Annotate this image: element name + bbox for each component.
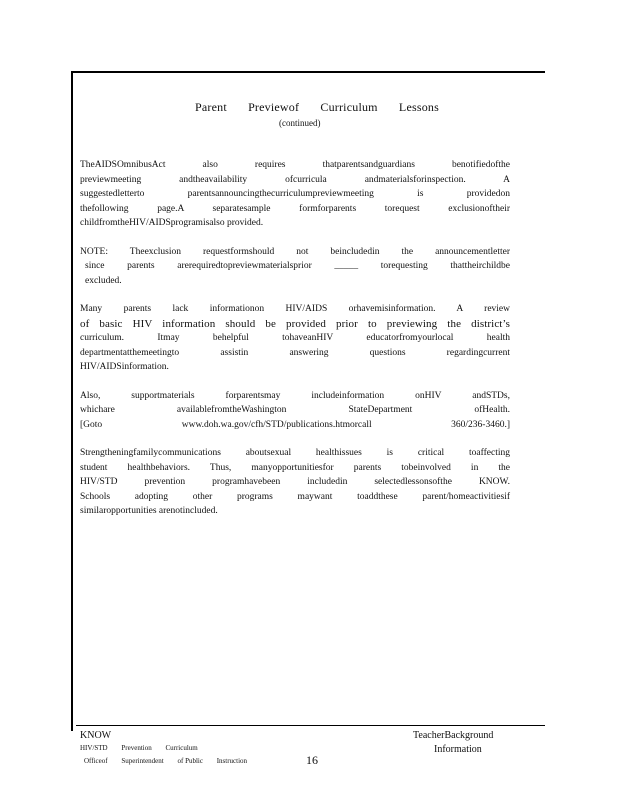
paragraph-family-communications xyxy=(80,446,510,519)
left-rule xyxy=(71,71,73,731)
title-word: Parent xyxy=(195,100,227,114)
text-line: Strengtheningfamilycommunications aboutsexual healthissues is critical toaffecting xyxy=(80,448,510,458)
footer-word: Officeof xyxy=(84,757,108,765)
footer-section-name: TeacherBackground xyxy=(413,730,494,741)
footer-word: Instruction xyxy=(216,757,248,765)
text-line: similaropportunities arenotincluded. xyxy=(80,506,218,516)
footer-curriculum-name xyxy=(80,744,210,752)
paragraph-omnibus-act xyxy=(80,158,510,231)
text-line: departmentatthemeetingto assistin answering questions regardingcurrent xyxy=(80,347,510,358)
text-line: HIV/AIDSinformation. xyxy=(80,362,169,372)
text-line: since parents arerequiredtopreviewmaterialsprior _____ torequesting thattheirchildbe xyxy=(85,261,510,271)
text-line: Schools adopting other programs maywant toaddthese parent/homeactivitiesif xyxy=(80,491,510,502)
footer-word: Prevention xyxy=(121,744,152,752)
text-line: suggestedletterto parentsannouncingthecurriculumpreviewmeeting is providedon xyxy=(80,189,510,199)
top-rule xyxy=(71,71,545,73)
text-line: childfromtheHIV/AIDSprogramisalso provided. xyxy=(80,218,264,228)
text-line: Also, supportmaterials forparentsmay includeinformation onHIV andSTDs, xyxy=(80,390,510,401)
footer-section-subname: Information xyxy=(434,744,482,755)
text-line: of basic HIV information should be provided prior to previewing the district’s xyxy=(80,317,510,330)
footer-rule xyxy=(76,725,545,726)
text-line: thefollowing page.A separatesample formforparents torequest exclusionoftheir xyxy=(80,203,510,214)
footer-program-name: KNOW xyxy=(80,730,112,741)
title-word: Lessons xyxy=(398,100,439,114)
text-line: HIV/STD prevention programhavebeen includedin selectedlessonsofthe KNOW. xyxy=(80,477,510,487)
text-line: curriculum. Itmay behelpful tohaveanHIV educatorfromyourlocal health xyxy=(80,333,510,343)
text-line: excluded. xyxy=(85,275,122,286)
document-body xyxy=(80,158,510,533)
paragraph-note xyxy=(80,245,510,289)
text-line: previewmeeting andtheavailability ofcurricula andmaterialsforinspection. A xyxy=(80,174,510,185)
footer-office-name xyxy=(84,757,259,765)
text-line: Many parents lack informationon HIV/AIDS orhavemisinformation. A review xyxy=(80,304,510,314)
paragraph-misinformation xyxy=(80,302,510,375)
page-title xyxy=(195,100,457,115)
paragraph-support-materials xyxy=(80,389,510,433)
page-subtitle: (continued) xyxy=(279,118,321,128)
footer-word: HIV/STD xyxy=(80,744,108,752)
text-line: [Goto www.doh.wa.gov/cfh/STD/publications.htmorcall 360/236-3460.] xyxy=(80,419,510,430)
footer-word: Curriculum xyxy=(165,744,198,752)
footer-word: Superintendent xyxy=(121,757,164,765)
text-line: student healthbehaviors. Thus, manyopportunitiesfor parents tobeinvolved in the xyxy=(80,462,510,473)
page-number: 16 xyxy=(306,753,318,767)
text-line: NOTE: Theexclusion requestformshould not beincludedin the announcementletter xyxy=(80,246,510,257)
footer-word: of Public xyxy=(177,757,203,765)
text-line: TheAIDSOmnibusAct also requires thatparentsandguardians benotifiedofthe xyxy=(80,160,510,170)
title-word: Curriculum xyxy=(320,100,378,114)
title-word: Previewof xyxy=(248,100,300,114)
text-line: whichare availablefromtheWashington StateDepartment ofHealth. xyxy=(80,405,510,415)
